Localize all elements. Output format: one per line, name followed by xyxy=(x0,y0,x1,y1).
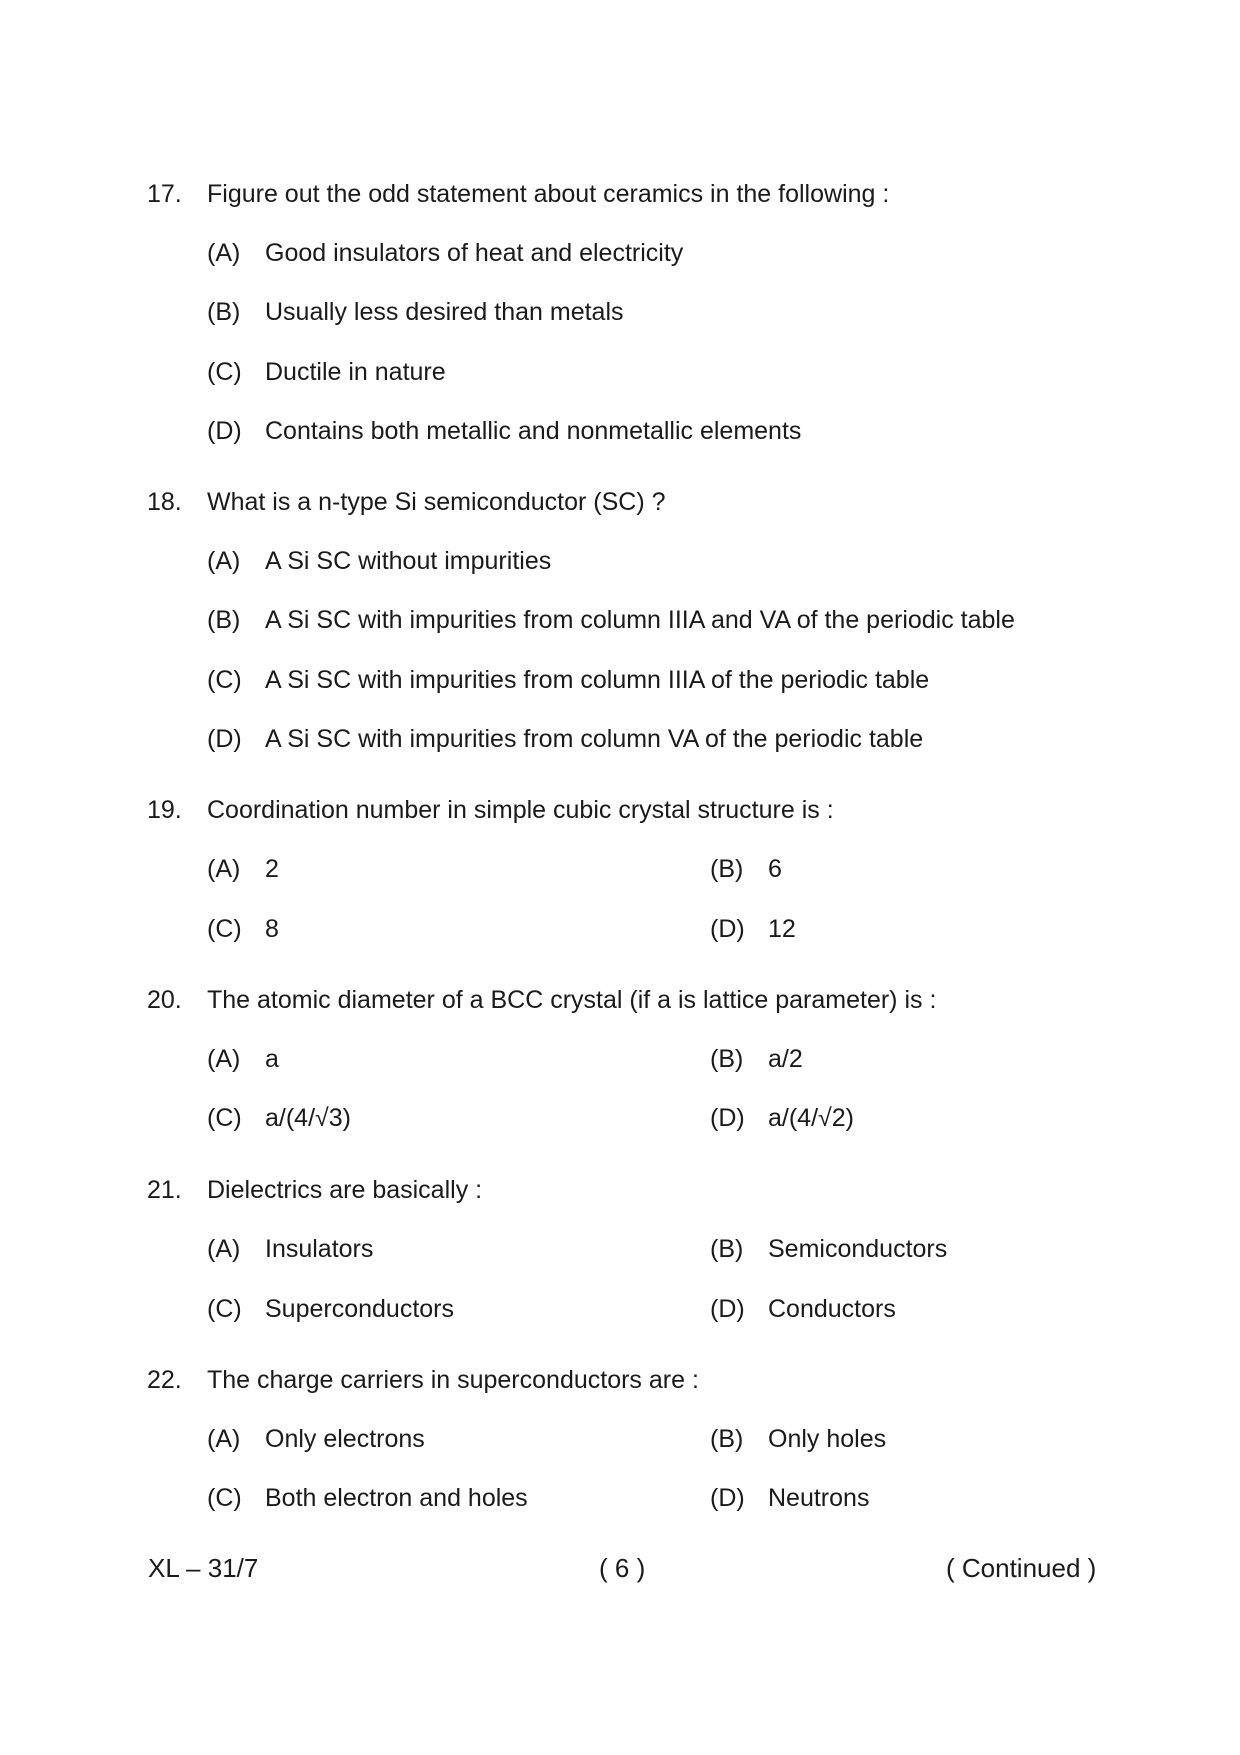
question-18 xyxy=(0,490,1240,522)
question-number: 17. xyxy=(147,180,182,208)
question-22 xyxy=(0,1368,1240,1400)
option-text: 6 xyxy=(768,855,782,883)
question-number: 21. xyxy=(147,1176,182,1204)
option-label: (D) xyxy=(207,417,242,445)
page-footer xyxy=(0,1555,1240,1589)
option-text: Only holes xyxy=(768,1425,887,1453)
option-text: a/(4/√3) xyxy=(265,1104,351,1132)
option-label: (C) xyxy=(207,915,242,943)
option-label: (B) xyxy=(710,1425,744,1453)
option-label: (C) xyxy=(207,358,242,386)
question-19 xyxy=(0,798,1240,830)
option-text: A Si SC with impurities from column IIIA and VA of the periodic table xyxy=(265,606,1015,634)
question-text: Dielectrics are basically : xyxy=(207,1176,483,1204)
question-text: What is a n-type Si semiconductor (SC) ? xyxy=(207,488,666,516)
option-text: Superconductors xyxy=(265,1295,455,1323)
question-number: 18. xyxy=(147,488,182,516)
question-number: 19. xyxy=(147,796,182,824)
option-label: (A) xyxy=(207,1425,241,1453)
option-text: a/(4/√2) xyxy=(768,1104,854,1132)
option-text: Usually less desired than metals xyxy=(265,298,624,326)
option-text: a/2 xyxy=(768,1045,803,1073)
option-label: (A) xyxy=(207,855,241,883)
option-text: a xyxy=(265,1045,279,1073)
option-text: Conductors xyxy=(768,1295,896,1323)
option-text: Semiconductors xyxy=(768,1235,948,1263)
question-text: The atomic diameter of a BCC crystal (if a is lattice parameter) is : xyxy=(207,986,937,1014)
question-number: 22. xyxy=(147,1366,182,1394)
option-label: (D) xyxy=(207,725,242,753)
option-text: Contains both metallic and nonmetallic elements xyxy=(265,417,802,445)
option-text: Ductile in nature xyxy=(265,358,446,386)
option-text: Both electron and holes xyxy=(265,1484,528,1512)
option-text: 8 xyxy=(265,915,279,943)
continued-label: ( Continued ) xyxy=(946,1553,1097,1583)
option-label: (C) xyxy=(207,1484,242,1512)
option-label: (C) xyxy=(207,666,242,694)
question-17 xyxy=(0,182,1240,214)
question-number: 20. xyxy=(147,986,182,1014)
option-label: (B) xyxy=(710,1235,744,1263)
option-text: 2 xyxy=(265,855,279,883)
option-label: (D) xyxy=(710,915,745,943)
question-text: Coordination number in simple cubic crystal structure is : xyxy=(207,796,834,824)
option-label: (A) xyxy=(207,547,241,575)
option-label: (D) xyxy=(710,1484,745,1512)
paper-code: XL – 31/7 xyxy=(148,1553,259,1583)
option-text: A Si SC with impurities from column IIIA of the periodic table xyxy=(265,666,930,694)
option-label: (D) xyxy=(710,1104,745,1132)
option-text: A Si SC with impurities from column VA of the periodic table xyxy=(265,725,924,753)
option-text: A Si SC without impurities xyxy=(265,547,552,575)
option-label: (C) xyxy=(207,1104,242,1132)
question-20 xyxy=(0,988,1240,1020)
option-label: (B) xyxy=(710,855,744,883)
option-label: (A) xyxy=(207,239,241,267)
option-text: Good insulators of heat and electricity xyxy=(265,239,684,267)
option-label: (D) xyxy=(710,1295,745,1323)
page-number: ( 6 ) xyxy=(599,1553,646,1583)
option-text: Neutrons xyxy=(768,1484,870,1512)
option-label: (B) xyxy=(207,298,241,326)
option-label: (A) xyxy=(207,1045,241,1073)
option-text: Only electrons xyxy=(265,1425,425,1453)
question-21 xyxy=(0,1178,1240,1210)
option-text: 12 xyxy=(768,915,796,943)
option-label: (A) xyxy=(207,1235,241,1263)
option-label: (B) xyxy=(710,1045,744,1073)
question-text: The charge carriers in superconductors are : xyxy=(207,1366,699,1394)
question-text: Figure out the odd statement about ceramics in the following : xyxy=(207,180,890,208)
option-label: (C) xyxy=(207,1295,242,1323)
option-label: (B) xyxy=(207,606,241,634)
option-text: Insulators xyxy=(265,1235,374,1263)
